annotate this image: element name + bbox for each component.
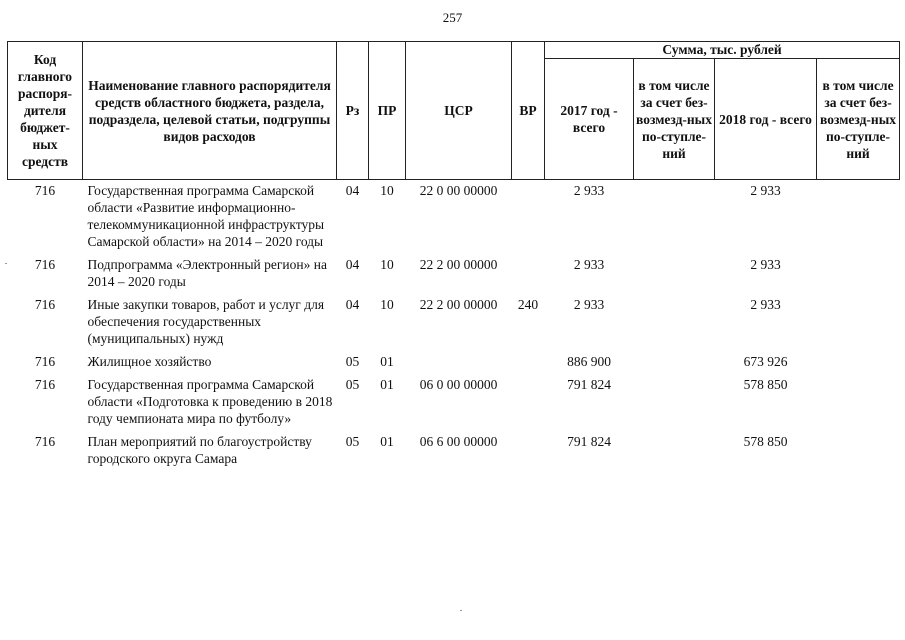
table-row <box>8 351 900 374</box>
cell-total-2018: 2 933 <box>750 183 781 198</box>
cell-free-2017 <box>634 351 715 374</box>
cell-name: Государственная программа Самарской области «Развитие информационно-телекоммуникационной инфраструктуры Самарской области» на 2014 – 2020 годы <box>87 183 325 249</box>
cell-free-2018 <box>817 431 900 471</box>
cell-pr: 01 <box>380 434 394 449</box>
scan-speck <box>5 263 7 264</box>
cell-pr: 10 <box>380 257 394 272</box>
cell-pr: 10 <box>380 183 394 198</box>
cell-free-2018 <box>817 351 900 374</box>
header-name: Наименование главного распорядителя средств областного бюджета, раздела, подраздела, целевой статьи, подгруппы видов расходов <box>83 42 337 180</box>
cell-total-2018: 673 926 <box>743 354 788 369</box>
cell-csr: 22 2 00 00000 <box>419 257 498 272</box>
table-row <box>8 180 900 255</box>
cell-pr: 01 <box>380 354 394 369</box>
cell-free-2017 <box>634 254 715 294</box>
cell-rz: 04 <box>345 297 360 312</box>
cell-total-2017: 791 824 <box>567 377 611 392</box>
cell-free-2018 <box>817 180 900 255</box>
cell-vr <box>512 374 545 431</box>
cell-code: 716 <box>34 183 56 198</box>
cell-code: 716 <box>34 434 56 449</box>
cell-total-2017: 2 933 <box>573 183 605 198</box>
cell-vr <box>512 351 545 374</box>
cell-name: Жилищное хозяйство <box>87 354 212 369</box>
cell-rz: 05 <box>345 354 360 369</box>
header-total-2017: 2017 год - всего <box>545 59 634 180</box>
cell-name: Иные закупки товаров, работ и услуг для обеспечения государственных (муниципальных) нужд <box>87 297 325 346</box>
cell-name: Подпрограмма «Электронный регион» на 2014 – 2020 годы <box>87 257 327 289</box>
header-rz: Рз <box>337 42 369 180</box>
cell-pr: 01 <box>380 377 394 392</box>
table-row <box>8 374 900 431</box>
cell-name: Государственная программа Самарской области «Подготовка к проведению в 2018 году чемпионата мира по футболу» <box>87 377 333 426</box>
header-free-2017: в том числе за счет без-возмезд-ных по-ступле-ний <box>634 59 715 180</box>
header-code: Код главного распоря-дителя бюджет-ных средств <box>8 42 83 180</box>
cell-vr <box>512 254 545 294</box>
cell-total-2018: 578 850 <box>743 377 788 392</box>
cell-code: 716 <box>34 257 56 272</box>
cell-free-2017 <box>634 294 715 351</box>
cell-total-2018: 578 850 <box>743 434 788 449</box>
cell-total-2017: 886 900 <box>567 354 611 369</box>
table-body <box>8 180 900 472</box>
cell-total-2017: 791 824 <box>567 434 611 449</box>
cell-vr <box>512 180 545 255</box>
cell-free-2018 <box>817 254 900 294</box>
cell-rz: 04 <box>345 183 360 198</box>
cell-csr <box>406 351 512 374</box>
cell-rz: 05 <box>345 377 360 392</box>
cell-csr: 22 0 00 00000 <box>419 183 498 198</box>
cell-code: 716 <box>34 354 56 369</box>
table-header <box>8 42 900 180</box>
header-total-2018: 2018 год - всего <box>715 59 817 180</box>
cell-total-2017: 2 933 <box>573 297 605 312</box>
cell-total-2017: 2 933 <box>573 257 605 272</box>
cell-csr: 06 0 00 00000 <box>419 377 498 392</box>
table-row <box>8 254 900 294</box>
cell-total-2018: 2 933 <box>750 257 781 272</box>
header-csr: ЦСР <box>406 42 512 180</box>
cell-csr: 06 6 00 00000 <box>419 434 498 449</box>
cell-free-2018 <box>817 294 900 351</box>
header-vr: ВР <box>512 42 545 180</box>
cell-csr: 22 2 00 00000 <box>419 297 498 312</box>
cell-vr: 240 <box>517 297 539 312</box>
table-row <box>8 294 900 351</box>
cell-code: 716 <box>34 297 56 312</box>
header-free-2018: в том числе за счет без-возмезд-ных по-ступле-ний <box>817 59 900 180</box>
cell-free-2017 <box>634 431 715 471</box>
cell-name: План мероприятий по благоустройству городского округа Самара <box>87 434 312 466</box>
header-sum-group: Сумма, тыс. рублей <box>545 42 900 59</box>
cell-rz: 04 <box>345 257 360 272</box>
header-pr: ПР <box>369 42 406 180</box>
cell-pr: 10 <box>380 297 394 312</box>
cell-free-2018 <box>817 374 900 431</box>
budget-table <box>7 41 900 471</box>
cell-vr <box>512 431 545 471</box>
cell-rz: 05 <box>345 434 360 449</box>
table-row <box>8 431 900 471</box>
page-number: 257 <box>442 10 463 25</box>
cell-free-2017 <box>634 374 715 431</box>
cell-free-2017 <box>634 180 715 255</box>
scan-speck <box>460 610 462 611</box>
cell-code: 716 <box>34 377 56 392</box>
cell-total-2018: 2 933 <box>750 297 781 312</box>
